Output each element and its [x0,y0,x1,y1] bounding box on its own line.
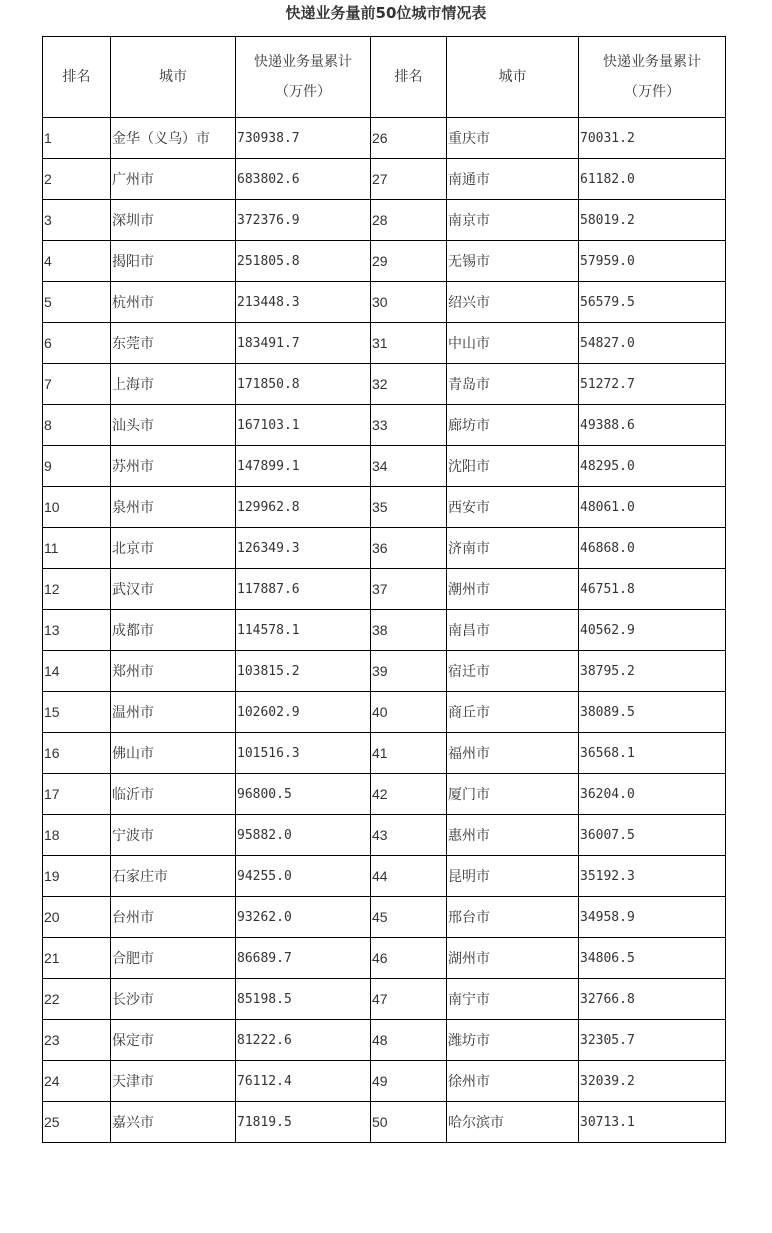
table-row [43,241,726,282]
volume-cell: 38089.5 [579,692,726,733]
rank-cell: 18 [43,815,111,856]
table-row [43,118,726,159]
volume-cell: 683802.6 [236,159,371,200]
rank-cell: 36 [371,528,447,569]
volume-cell: 57959.0 [579,241,726,282]
city-cell: 青岛市 [447,364,579,405]
table-row [43,938,726,979]
volume-cell: 58019.2 [579,200,726,241]
table-row [43,487,726,528]
header-volume-line2: （万件） [275,84,331,100]
rank-cell: 26 [371,118,447,159]
volume-cell: 171850.8 [236,364,371,405]
volume-cell: 147899.1 [236,446,371,487]
table-row [43,651,726,692]
volume-cell: 730938.7 [236,118,371,159]
volume-cell: 56579.5 [579,282,726,323]
rank-cell: 41 [371,733,447,774]
rank-cell: 42 [371,774,447,815]
rank-cell: 2 [43,159,111,200]
table-row [43,815,726,856]
table-row [43,897,726,938]
table-row [43,323,726,364]
rank-cell: 9 [43,446,111,487]
volume-cell: 34958.9 [579,897,726,938]
volume-cell: 103815.2 [236,651,371,692]
volume-cell: 96800.5 [236,774,371,815]
rank-cell: 32 [371,364,447,405]
city-cell: 南通市 [447,159,579,200]
rank-cell: 31 [371,323,447,364]
rank-cell: 17 [43,774,111,815]
city-cell: 广州市 [111,159,236,200]
volume-cell: 35192.3 [579,856,726,897]
header-rank: 排名 [371,37,447,118]
city-cell: 福州市 [447,733,579,774]
city-cell: 厦门市 [447,774,579,815]
city-cell: 昆明市 [447,856,579,897]
city-cell: 商丘市 [447,692,579,733]
table-row [43,569,726,610]
city-cell: 济南市 [447,528,579,569]
rank-cell: 39 [371,651,447,692]
rank-cell: 24 [43,1061,111,1102]
city-cell: 保定市 [111,1020,236,1061]
city-cell: 苏州市 [111,446,236,487]
rank-cell: 27 [371,159,447,200]
volume-cell: 49388.6 [579,405,726,446]
volume-cell: 101516.3 [236,733,371,774]
volume-cell: 117887.6 [236,569,371,610]
rank-cell: 8 [43,405,111,446]
table-row [43,528,726,569]
city-cell: 长沙市 [111,979,236,1020]
volume-cell: 70031.2 [579,118,726,159]
header-volume-line1: 快递业务量累计 [254,54,352,70]
city-cell: 哈尔滨市 [447,1102,579,1143]
city-cell: 徐州市 [447,1061,579,1102]
rank-cell: 21 [43,938,111,979]
header-volume-line2: （万件） [624,84,680,100]
volume-cell: 40562.9 [579,610,726,651]
rank-cell: 49 [371,1061,447,1102]
city-cell: 石家庄市 [111,856,236,897]
volume-cell: 34806.5 [579,938,726,979]
city-cell: 沈阳市 [447,446,579,487]
rank-cell: 1 [43,118,111,159]
rank-cell: 45 [371,897,447,938]
volume-cell: 167103.1 [236,405,371,446]
volume-cell: 36007.5 [579,815,726,856]
rank-cell: 14 [43,651,111,692]
rank-cell: 6 [43,323,111,364]
table-row [43,405,726,446]
volume-cell: 129962.8 [236,487,371,528]
rank-cell: 47 [371,979,447,1020]
city-cell: 揭阳市 [111,241,236,282]
rank-cell: 50 [371,1102,447,1143]
table-body [43,118,726,1143]
table-row [43,159,726,200]
rank-cell: 16 [43,733,111,774]
volume-cell: 76112.4 [236,1061,371,1102]
table-row [43,774,726,815]
rank-cell: 5 [43,282,111,323]
city-cell: 温州市 [111,692,236,733]
volume-cell: 30713.1 [579,1102,726,1143]
rank-cell: 13 [43,610,111,651]
rank-cell: 23 [43,1020,111,1061]
volume-cell: 213448.3 [236,282,371,323]
header-volume-line1: 快递业务量累计 [603,54,701,70]
city-cell: 泉州市 [111,487,236,528]
rank-cell: 35 [371,487,447,528]
city-cell: 重庆市 [447,118,579,159]
volume-cell: 46868.0 [579,528,726,569]
volume-cell: 102602.9 [236,692,371,733]
table-row [43,1102,726,1143]
volume-cell: 36204.0 [579,774,726,815]
volume-cell: 95882.0 [236,815,371,856]
city-cell: 佛山市 [111,733,236,774]
city-cell: 成都市 [111,610,236,651]
volume-cell: 32039.2 [579,1061,726,1102]
rank-cell: 34 [371,446,447,487]
rank-cell: 15 [43,692,111,733]
header-city: 城市 [447,37,579,118]
city-cell: 嘉兴市 [111,1102,236,1143]
table-row [43,364,726,405]
city-cell: 南昌市 [447,610,579,651]
header-volume [236,37,371,118]
header-rank: 排名 [43,37,111,118]
volume-cell: 46751.8 [579,569,726,610]
city-cell: 合肥市 [111,938,236,979]
city-cell: 南宁市 [447,979,579,1020]
volume-cell: 36568.1 [579,733,726,774]
city-cell: 无锡市 [447,241,579,282]
table-row [43,610,726,651]
city-cell: 临沂市 [111,774,236,815]
table-row [43,200,726,241]
rank-cell: 7 [43,364,111,405]
rank-cell: 22 [43,979,111,1020]
city-cell: 台州市 [111,897,236,938]
rank-cell: 46 [371,938,447,979]
volume-cell: 32766.8 [579,979,726,1020]
rank-cell: 10 [43,487,111,528]
rank-cell: 44 [371,856,447,897]
rank-cell: 48 [371,1020,447,1061]
table-row [43,692,726,733]
volume-cell: 38795.2 [579,651,726,692]
rank-cell: 11 [43,528,111,569]
table-row [43,1020,726,1061]
city-cell: 上海市 [111,364,236,405]
city-cell: 金华（义乌）市 [111,118,236,159]
rank-cell: 43 [371,815,447,856]
table-row [43,856,726,897]
rank-cell: 38 [371,610,447,651]
city-cell: 邢台市 [447,897,579,938]
city-cell: 绍兴市 [447,282,579,323]
city-cell: 汕头市 [111,405,236,446]
rank-cell: 3 [43,200,111,241]
table-row [43,733,726,774]
city-cell: 潍坊市 [447,1020,579,1061]
city-cell: 惠州市 [447,815,579,856]
rank-cell: 29 [371,241,447,282]
rank-cell: 28 [371,200,447,241]
volume-cell: 54827.0 [579,323,726,364]
city-cell: 郑州市 [111,651,236,692]
rank-cell: 20 [43,897,111,938]
header-row [43,37,726,118]
volume-cell: 81222.6 [236,1020,371,1061]
volume-cell: 71819.5 [236,1102,371,1143]
volume-cell: 48061.0 [579,487,726,528]
city-cell: 西安市 [447,487,579,528]
volume-cell: 93262.0 [236,897,371,938]
city-cell: 天津市 [111,1061,236,1102]
city-cell: 南京市 [447,200,579,241]
header-volume [579,37,726,118]
city-cell: 潮州市 [447,569,579,610]
table-row [43,446,726,487]
rank-cell: 4 [43,241,111,282]
rank-cell: 19 [43,856,111,897]
table-title: 快递业务量前50位城市情况表 [285,4,487,22]
volume-cell: 183491.7 [236,323,371,364]
volume-cell: 32305.7 [579,1020,726,1061]
volume-cell: 126349.3 [236,528,371,569]
rank-cell: 33 [371,405,447,446]
table-row [43,979,726,1020]
city-cell: 廊坊市 [447,405,579,446]
rank-cell: 12 [43,569,111,610]
volume-cell: 48295.0 [579,446,726,487]
volume-cell: 114578.1 [236,610,371,651]
volume-cell: 94255.0 [236,856,371,897]
volume-cell: 86689.7 [236,938,371,979]
city-cell: 武汉市 [111,569,236,610]
city-cell: 湖州市 [447,938,579,979]
volume-cell: 372376.9 [236,200,371,241]
city-cell: 宁波市 [111,815,236,856]
city-cell: 北京市 [111,528,236,569]
rank-cell: 40 [371,692,447,733]
rank-cell: 30 [371,282,447,323]
table-row [43,1061,726,1102]
volume-cell: 51272.7 [579,364,726,405]
table-row [43,282,726,323]
rank-cell: 25 [43,1102,111,1143]
rank-cell: 37 [371,569,447,610]
city-cell: 东莞市 [111,323,236,364]
express-volume-table [42,36,726,1143]
volume-cell: 85198.5 [236,979,371,1020]
city-cell: 杭州市 [111,282,236,323]
volume-cell: 251805.8 [236,241,371,282]
header-city: 城市 [111,37,236,118]
city-cell: 中山市 [447,323,579,364]
volume-cell: 61182.0 [579,159,726,200]
city-cell: 深圳市 [111,200,236,241]
city-cell: 宿迁市 [447,651,579,692]
